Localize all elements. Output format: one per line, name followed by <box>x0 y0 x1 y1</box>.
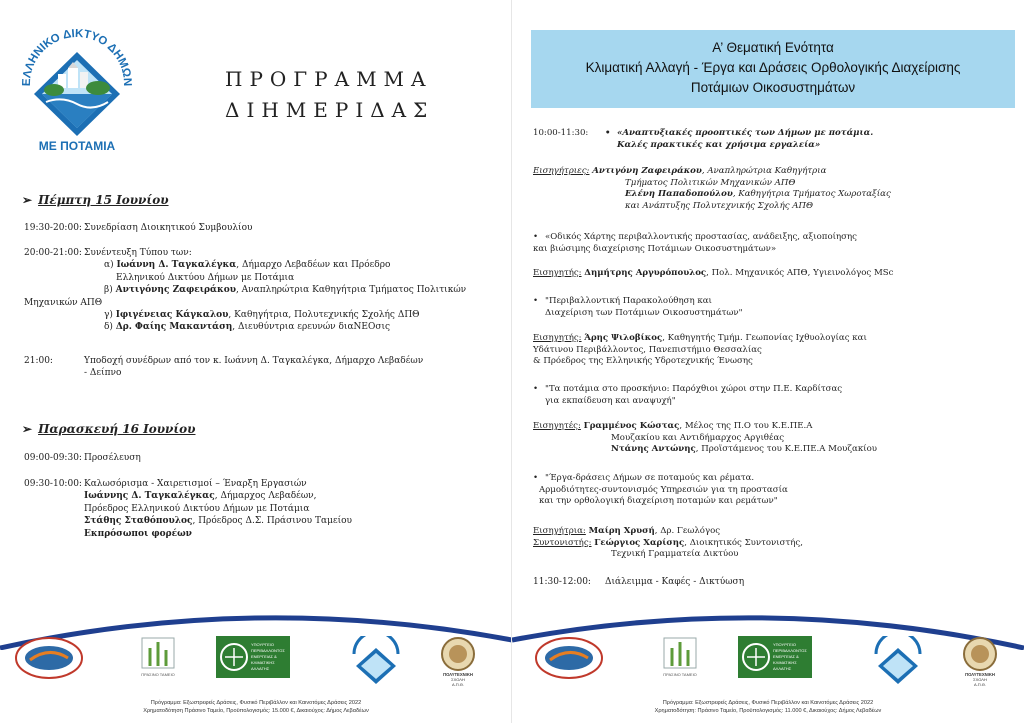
entry-time: 10:00-11:30: <box>533 128 589 138</box>
polytechnic-logo <box>958 636 1002 688</box>
polytechnic-logo <box>436 636 480 688</box>
agenda-entry-break <box>533 577 1013 589</box>
entry-line: - Δείπνο <box>84 368 122 379</box>
program-title-line2: ΔΙΗΜΕΡΙΔΑΣ <box>225 98 435 122</box>
bullet-icon: • <box>533 296 539 306</box>
day-heading-thursday: ➢ Πέμπτη 15 Ιουνίου <box>22 193 169 207</box>
svg-text:ΠΡΑΣΙΝΟ ΤΑΜΕΙΟ: ΠΡΑΣΙΝΟ ΤΑΜΕΙΟ <box>141 672 175 677</box>
svg-text:ΠΟΛΥΤΕΧΝΙΚΗ: ΠΟΛΥΤΕΧΝΙΚΗ <box>965 672 995 677</box>
entry-time: 19:30-20:00: <box>24 223 82 233</box>
svg-text:ΕΝΕΡΓΕΙΑΣ &: ΕΝΕΡΓΕΙΑΣ & <box>251 654 277 659</box>
speaker-2: Στάθης Σταθόπουλος, Πρόεδρος Δ.Σ. Πράσινου Ταμείου <box>84 516 353 527</box>
ministry-logo <box>216 636 290 680</box>
program-title <box>225 64 434 126</box>
entry-time: 11:30-12:00: <box>533 577 591 587</box>
header-line3: Ποτάμιων Οικοσυστημάτων <box>690 80 856 95</box>
agenda-entry-arrival <box>24 452 494 464</box>
session-talk-5: • "Έργα-δράσεις Δήμων σε ποταμούς και ρέματα. Αρμοδιότητες-συντονισμός Υπηρεσιών για τη προστασία και την ορθολογική διαχείριση ποταμών και ρεμάτων" <box>533 473 788 507</box>
agenda-entry <box>24 222 494 234</box>
svg-text:ΣΧΟΛΗ: ΣΧΟΛΗ <box>973 677 987 682</box>
entry-line: Συνέντευξη Τύπου των: <box>84 248 192 258</box>
network-logo <box>12 14 142 154</box>
speaker-b: β) Αντιγόνης Ζαφειράκου, Αναπληρώτρια Καθηγήτρια Τμήματος Πολιτικών <box>104 285 467 296</box>
speaker-b-line2: Μηχανικών ΑΠΘ <box>24 297 103 308</box>
ministry-logo <box>738 636 812 680</box>
agenda-entry-welcome <box>24 478 494 540</box>
svg-text:ΣΧΟΛΗ: ΣΧΟΛΗ <box>451 677 465 682</box>
footer-program-text: Πρόγραμμα: Εξωστρεφείς Δράσεις, Φυσικό Περιβάλλον και Καινοτόμες Δράσεις 2022 <box>662 700 874 706</box>
speakers-1: Εισηγήτριες: Αντιγόνη Ζαφειράκου, Αναπληρώτρια Καθηγήτρια Τμήματος Πολιτικών Μηχανικών ΑΠΘ Ελένη Παπαδοπούλου, Καθηγήτρια Τμήματος Χωροταξίας και Ανάπτυξης Πολυτεχνικής Σχολής ΑΠΘ <box>533 166 891 211</box>
svg-text:ΠΕΡΙΒΑΛΛΟΝΤΟΣ: ΠΕΡΙΒΑΛΛΟΝΤΟΣ <box>251 648 285 653</box>
svg-text:ΥΠΟΥΡΓΕΙΟ: ΥΠΟΥΡΓΕΙΟ <box>773 642 796 647</box>
entry-time: 09:00-09:30: <box>24 453 82 463</box>
logo-text-bottom: ΜΕ ΠΟΤΑΜΙΑ <box>38 139 116 153</box>
bullet-icon: • <box>533 232 539 242</box>
svg-text:Α.Π.Θ.: Α.Π.Θ. <box>451 682 465 687</box>
thematic-header <box>531 30 1015 108</box>
bullet-icon: • <box>533 384 539 394</box>
speaker-a: α) Ιωάννη Δ. Ταγκαλέγκα, Δήμαρχο Λεβαδέων και Πρόεδρο <box>104 260 391 271</box>
entry-line: Υποδοχή συνέδρων από τον κ. Ιωάννη Δ. Ταγκαλέγκα, Δήμαρχο Λεβαδέων <box>84 356 424 366</box>
bullet-icon: • <box>533 473 539 483</box>
entry-time: 21:00: <box>24 356 53 366</box>
green-fund-logo <box>662 636 698 680</box>
speaker-a-line2: Ελληνικού Δικτύου Δήμων με Ποτάμια <box>116 272 295 283</box>
entry-time: 20:00-21:00: <box>24 248 82 258</box>
arrow-icon: ➢ <box>22 422 33 436</box>
speaker-d: δ) Δρ. Φαίης Μακαντάση, Διευθύντρια ερευνών διαΝΕΟσις <box>104 322 391 333</box>
session-talk-1: 10:00-11:30: • «Αναπτυξιακές προοπτικές των Δήμων με ποτάμια. Καλές πρακτικές και χρήσιμα εργαλεία» <box>533 128 874 150</box>
municipality-logo <box>14 636 84 680</box>
session-talk-4: • "Τα ποτάμια στο προσκήνιο: Παρόχθιοι χώροι στην Π.Ε. Καρδίτσας για εκπαίδευση και αναψυχή" <box>533 384 843 406</box>
day-heading-friday: ➢ Παρασκευή 16 Ιουνίου <box>22 422 196 436</box>
footer-funding-text: Χρηματοδότηση: Πράσινο Ταμείο, Προϋπολογισμός: 11.000 €, Δικαιούχος: Δήμος Λεβαδέων <box>654 708 882 714</box>
bullet-icon: • <box>605 128 611 138</box>
logo-text-top: ΕΛΛΗΝΙΚΟ ΔΙΚΤΥΟ ΔΗΜΩΝ <box>20 27 134 87</box>
entry-line: Πρόεδρος Ελληνικού Δικτύου Δήμων με Ποτάμια <box>84 503 310 514</box>
speakers-5: Εισηγήτρια: Μαίρη Χρυσή, Δρ. Γεωλόγος Συντονιστής: Γεώργιος Χαρίσης, Διοικητικός Συντονιστής, Τεχνική Γραμματεία Δικτύου <box>533 526 803 560</box>
green-fund-logo <box>140 636 176 680</box>
session-talk-2: • «Οδικός Χάρτης περιβαλλοντικής προστασίας, ανάδειξης, αξιοποίησης και βιώσιμης διαχείρισης Ποτάμιων Οικοσυστημάτων» <box>533 232 857 254</box>
agenda-entry-press <box>24 247 494 334</box>
svg-text:Α.Π.Θ.: Α.Π.Θ. <box>973 682 987 687</box>
header-line1: Α’ Θεματική Ενότητα <box>712 40 834 55</box>
speakers-2: Εισηγητής: Δημήτρης Αργυρόπουλος, Πολ. Μηχανικός ΑΠΘ, Υγιεινολόγος MSc <box>533 268 894 278</box>
entry-text: Προσέλευση <box>84 453 141 463</box>
svg-text:ΑΛΛΑΓΗΣ: ΑΛΛΑΓΗΣ <box>773 666 792 671</box>
network-small-logo <box>868 636 928 686</box>
svg-text:ΕΝΕΡΓΕΙΑΣ &: ΕΝΕΡΓΕΙΑΣ & <box>773 654 799 659</box>
speaker-1: Ιωάννης Δ. Ταγκαλέγκας, Δήμαρχος Λεβαδέων, <box>84 491 317 502</box>
network-small-logo <box>346 636 406 686</box>
speakers-4: Εισηγητές: Γραμμένος Κώστας, Μέλος της Π.Ο του Κ.Ε.ΠΕ.Α Μουζακίου και Αντιδήμαρχος Αργιθέας Ντάνης Αντώνης, Προϊστάμενος του Κ.Ε.ΠΕ.Α Μουζακίου <box>533 421 877 455</box>
municipality-logo <box>534 636 604 680</box>
entry-line: Καλωσόρισμα - Χαιρετισμοί – Έναρξη Εργασιών <box>84 479 307 489</box>
entry-line: Εκπρόσωποι φορέων <box>84 528 192 539</box>
program-title-line1: ΠΡΟΓΡΑΜΜΑ <box>225 67 433 91</box>
sponsor-logos <box>0 636 512 692</box>
svg-text:ΚΛΙΜΑΤΙΚΗΣ: ΚΛΙΜΑΤΙΚΗΣ <box>773 660 797 665</box>
right-page <box>512 0 1024 723</box>
entry-text: Διάλειμμα - Καφές - Δικτύωση <box>605 577 745 587</box>
svg-text:ΚΛΙΜΑΤΙΚΗΣ: ΚΛΙΜΑΤΙΚΗΣ <box>251 660 275 665</box>
svg-text:ΥΠΟΥΡΓΕΙΟ: ΥΠΟΥΡΓΕΙΟ <box>251 642 274 647</box>
footer-funding-text: Χρηματοδότηση Πράσινο Ταμείο, Προϋπολογισμός: 15.000 €, Δικαιούχος: Δήμος Λεβαδέων <box>143 708 369 714</box>
svg-text:ΑΛΛΑΓΗΣ: ΑΛΛΑΓΗΣ <box>251 666 270 671</box>
header-line2: Κλιματική Αλλαγή - Έργα και Δράσεις Ορθολογικής Διαχείρισης <box>585 60 961 75</box>
entry-time: 09:30-10:00: <box>24 479 82 489</box>
agenda-entry-dinner <box>24 355 494 380</box>
footer-program-text: Πρόγραμμα: Εξωστρεφείς Δράσεις, Φυσικό Περιβάλλον και Καινοτόμες Δράσεις 2022 <box>150 700 362 706</box>
sponsor-logos <box>512 636 1024 692</box>
session-talk-3: • "Περιβαλλοντική Παρακολούθηση και Διαχείριση των Ποτάμιων Οικοσυστημάτων" <box>533 296 743 318</box>
speaker-c: γ) Ιφιγένειας Κάγκαλου, Καθηγήτρια, Πολυτεχνικής Σχολής ΔΠΘ <box>104 310 420 321</box>
svg-text:ΠΕΡΙΒΑΛΛΟΝΤΟΣ: ΠΕΡΙΒΑΛΛΟΝΤΟΣ <box>773 648 807 653</box>
speakers-3: Εισηγητής: Άρης Ψιλοβίκος, Καθηγητής Τμήμ. Γεωπονίας Ιχθυολογίας και Υδάτινου Περιβάλλοντος, Πανεπιστήμιο Θεσσαλίας & Πρόεδρος της Ελληνικής Υδροτεχνικής Ένωσης <box>533 333 867 367</box>
entry-text: Συνεδρίαση Διοικητικού Συμβουλίου <box>84 223 253 233</box>
arrow-icon: ➢ <box>22 193 33 207</box>
svg-text:ΠΡΑΣΙΝΟ ΤΑΜΕΙΟ: ΠΡΑΣΙΝΟ ΤΑΜΕΙΟ <box>663 672 697 677</box>
svg-text:ΠΟΛΥΤΕΧΝΙΚΗ: ΠΟΛΥΤΕΧΝΙΚΗ <box>443 672 473 677</box>
